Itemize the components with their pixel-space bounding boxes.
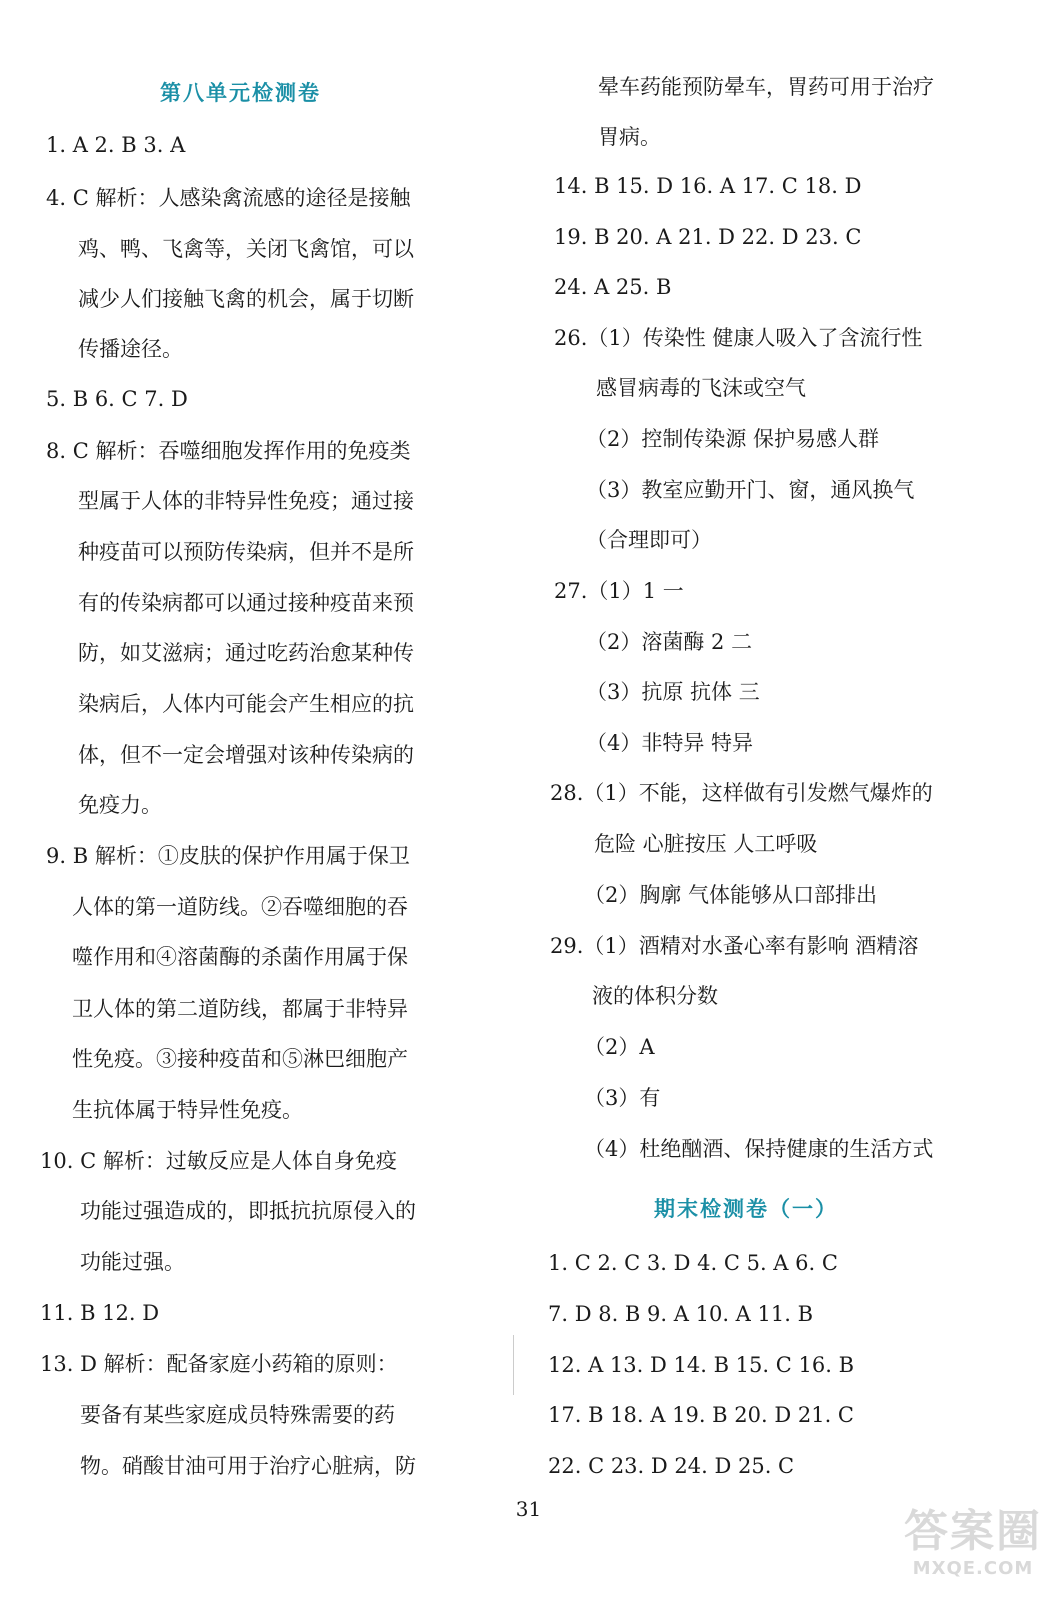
answer-line: 鸡、鸭、飞禽等，关闭飞禽馆，可以 (78, 237, 414, 261)
answer-line: 液的体积分数 (592, 984, 718, 1008)
answer-line: （2）A (584, 1035, 655, 1059)
answer-line: 型属于人体的非特异性免疫；通过接 (78, 489, 414, 513)
answer-line: 19. B 20. A 21. D 22. D 23. C (554, 225, 862, 249)
answer-line: 27.（1）1 一 (554, 579, 684, 603)
answer-line: 17. B 18. A 19. B 20. D 21. C (548, 1403, 854, 1427)
column-divider (513, 1335, 514, 1395)
answer-line: 物。硝酸甘油可用于治疗心脏病，防 (80, 1454, 416, 1478)
answer-line: 噬作用和④溶菌酶的杀菌作用属于保 (72, 945, 408, 969)
answer-line: 24. A 25. B (554, 275, 672, 299)
answer-line: 14. B 15. D 16. A 17. C 18. D (554, 174, 862, 198)
answer-line: 26.（1）传染性 健康人吸入了含流行性 (554, 326, 923, 350)
answer-line: 要备有某些家庭成员特殊需要的药 (80, 1403, 395, 1427)
answer-line: 5. B 6. C 7. D (46, 387, 188, 411)
answer-line: 传播途径。 (78, 337, 183, 361)
watermark-logo: 答案圈 (904, 1506, 1042, 1557)
answer-line: 功能过强造成的，即抵抗抗原侵入的 (80, 1199, 416, 1223)
answer-line: 1. C 2. C 3. D 4. C 5. A 6. C (548, 1251, 838, 1275)
answer-line: 体，但不一定会增强对该种传染病的 (78, 743, 414, 767)
answer-line: （3）教室应勤开门、窗，通风换气 (586, 478, 915, 502)
answer-line: 1. A 2. B 3. A (46, 133, 186, 157)
answer-line: 22. C 23. D 24. D 25. C (548, 1454, 795, 1478)
answer-line: 生抗体属于特异性免疫。 (72, 1098, 303, 1122)
answer-line: 感冒病毒的飞沫或空气 (596, 376, 806, 400)
answer-line: 卫人体的第二道防线，都属于非特异 (72, 997, 408, 1021)
watermark (903, 1506, 1043, 1594)
answer-line: 10. C 解析：过敏反应是人体自身免疫 (40, 1149, 397, 1173)
answer-line: 29.（1）酒精对水蚤心率有影响 酒精溶 (550, 934, 919, 958)
answer-line: （3）抗原 抗体 三 (586, 680, 760, 704)
answer-line: 12. A 13. D 14. B 15. C 16. B (548, 1353, 854, 1377)
answer-line: （2）溶菌酶 2 二 (586, 630, 753, 654)
answer-line: （4）杜绝酗酒、保持健康的生活方式 (584, 1137, 934, 1161)
answer-line: 危险 心脏按压 人工呼吸 (594, 832, 818, 856)
answer-line: （合理即可） (586, 528, 712, 552)
answer-line: 9. B 解析：①皮肤的保护作用属于保卫 (46, 844, 410, 868)
answer-line: （3）有 (584, 1086, 661, 1110)
answer-line: （4）非特异 特异 (586, 731, 754, 755)
watermark-url: MXQE.COM (912, 1558, 1034, 1579)
answer-line: 13. D 解析：配备家庭小药箱的原则： (40, 1352, 398, 1376)
answer-line: 4. C 解析：人感染禽流感的途径是接触 (46, 186, 411, 210)
answer-line: 功能过强。 (80, 1250, 185, 1274)
answer-line: 7. D 8. B 9. A 10. A 11. B (548, 1302, 814, 1326)
answer-line: 染病后，人体内可能会产生相应的抗 (78, 692, 414, 716)
answer-line: 28.（1）不能，这样做有引发燃气爆炸的 (550, 781, 933, 805)
answer-line: 性免疫。③接种疫苗和⑤淋巴细胞产 (72, 1047, 408, 1071)
answer-line: 种疫苗可以预防传染病，但并不是所 (78, 540, 414, 564)
page-number: 31 (515, 1497, 542, 1521)
answer-line: （2）胸廓 气体能够从口部排出 (584, 883, 878, 907)
answer-line: 防，如艾滋病；通过吃药治愈某种传 (78, 641, 414, 665)
answer-line: 免疫力。 (78, 793, 162, 817)
answer-line: 胃病。 (598, 125, 661, 149)
answer-line: 11. B 12. D (40, 1301, 160, 1325)
answer-line: 减少人们接触飞禽的机会，属于切断 (78, 287, 414, 311)
answer-line: 8. C 解析：吞噬细胞发挥作用的免疫类 (46, 439, 411, 463)
answer-line: 有的传染病都可以通过接种疫苗来预 (78, 591, 414, 615)
answer-line: 晕车药能预防晕车，胃药可用于治疗 (598, 75, 934, 99)
section-heading-final-exam-1: 期末检测卷（一） (654, 1196, 838, 1221)
section-heading-unit8: 第八单元检测卷 (160, 80, 321, 105)
answer-line: （2）控制传染源 保护易感人群 (586, 427, 880, 451)
answer-line: 人体的第一道防线。②吞噬细胞的吞 (72, 895, 408, 919)
